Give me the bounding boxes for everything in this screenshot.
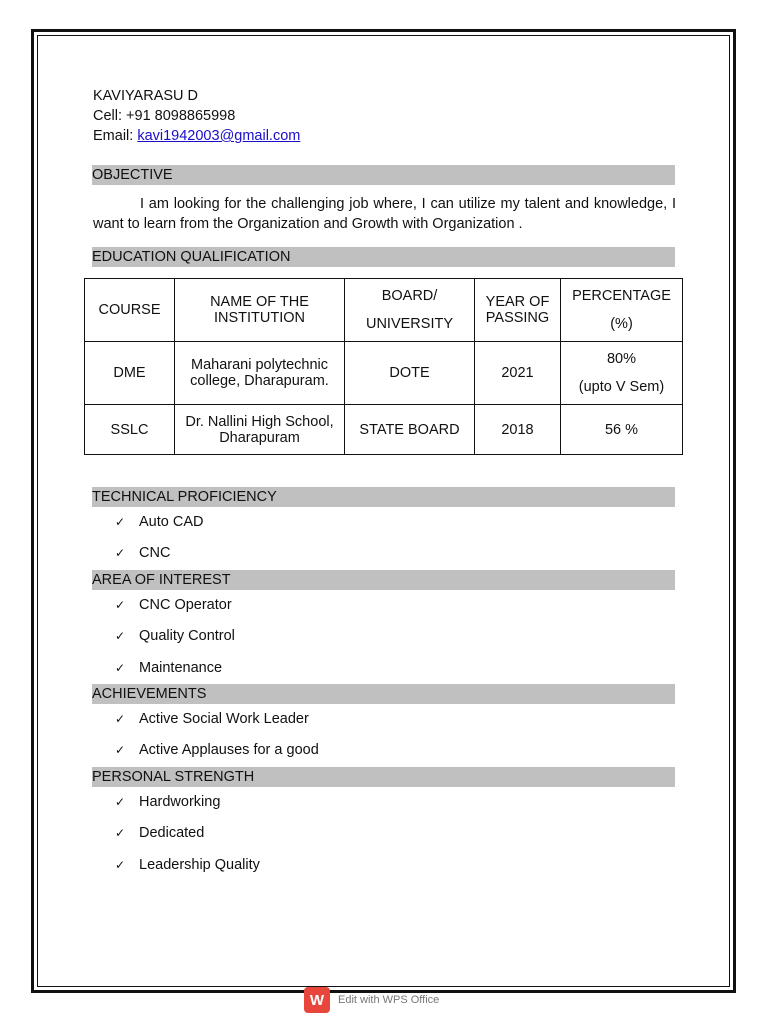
table-header-row: [85, 279, 683, 342]
objective-text: I am looking for the challenging job where, I can utilize my talent and knowledge, I want to learn from the Organization and Growth with Organization .: [93, 196, 676, 232]
table-row: [85, 405, 683, 455]
check-icon: ✓: [115, 794, 126, 809]
list-item-label: CNC: [139, 545, 171, 562]
cell-institution: Dr. Nallini High School, Dharapuram: [175, 405, 345, 455]
list-item-label: CNC Operator: [139, 596, 232, 613]
list-item: [93, 787, 676, 818]
check-icon: ✓: [115, 711, 126, 726]
header-board-line1: BOARD/: [381, 288, 438, 304]
check-icon: ✓: [115, 743, 126, 758]
check-icon: ✓: [115, 857, 126, 872]
check-icon: ✓: [115, 515, 126, 529]
header-course: COURSE: [85, 279, 175, 342]
cell-course: SSLC: [85, 405, 175, 455]
skills-content: [93, 487, 676, 881]
section-title-objective: OBJECTIVE: [92, 165, 675, 185]
list-item: [93, 653, 676, 684]
section-title-technical: TECHNICAL PROFICIENCY: [92, 487, 675, 507]
cell-percentage-line2: (upto V Sem): [578, 379, 665, 395]
list-item-label: Hardworking: [139, 793, 221, 810]
list-item-label: Maintenance: [139, 659, 223, 676]
technical-list: [93, 507, 676, 570]
header-percentage-line2: (%): [610, 316, 633, 332]
check-icon: ✓: [115, 660, 126, 675]
list-item: [93, 538, 676, 569]
wps-footer[interactable]: [304, 987, 439, 1013]
phone-number: Cell: +91 8098865998: [93, 108, 236, 124]
check-icon: ✓: [115, 546, 126, 561]
section-title-achievements: ACHIEVEMENTS: [92, 684, 675, 704]
list-item: [93, 704, 676, 735]
cell-board: DOTE: [345, 342, 475, 405]
achievements-list: [93, 704, 676, 767]
list-item-label: Auto CAD: [139, 514, 204, 530]
list-item-label: Quality Control: [139, 628, 235, 645]
header-board: [345, 279, 475, 342]
header-board-line2: UNIVERSITY: [365, 316, 453, 332]
cell-percentage-line1: 80%: [606, 351, 637, 367]
list-item-label: Dedicated: [139, 825, 205, 842]
cell-course: DME: [85, 342, 175, 405]
section-title-strength: PERSONAL STRENGTH: [92, 767, 675, 787]
wps-footer-text: Edit with WPS Office: [338, 994, 440, 1006]
check-icon: ✓: [115, 826, 126, 841]
email-line: [93, 126, 676, 146]
cell-percentage: 56 %: [561, 405, 683, 455]
header-year: YEAR OF PASSING: [475, 279, 561, 342]
email-label: Email:: [93, 128, 138, 144]
table-row: [85, 342, 683, 405]
contact-block: [93, 86, 676, 146]
list-item-label: Leadership Quality: [139, 856, 260, 873]
header-institution: NAME OF THE INSTITUTION: [175, 279, 345, 342]
cell-year: 2018: [475, 405, 561, 455]
education-table: [84, 278, 683, 455]
cell-percentage: [561, 342, 683, 405]
check-icon: ✓: [115, 629, 126, 644]
list-item: [93, 590, 676, 621]
list-item: [93, 735, 676, 766]
list-item-label: Active Applauses for a good: [139, 742, 319, 759]
section-title-education: EDUCATION QUALIFICATION: [92, 247, 675, 267]
candidate-name: KAVIYARASU D: [93, 88, 199, 104]
cell-year: 2021: [475, 342, 561, 405]
list-item: [93, 850, 676, 881]
wps-logo-icon: W: [304, 987, 330, 1013]
list-item: [93, 507, 676, 538]
email-link[interactable]: kavi1942003@gmail.com: [137, 128, 301, 144]
header-percentage: [561, 279, 683, 342]
resume-content: [93, 86, 676, 267]
strength-list: [93, 787, 676, 881]
interest-list: [93, 590, 676, 684]
list-item: [93, 818, 676, 849]
list-item-label: Active Social Work Leader: [139, 710, 309, 727]
section-title-interest: AREA OF INTEREST: [92, 570, 675, 590]
cell-board: STATE BOARD: [345, 405, 475, 455]
check-icon: ✓: [115, 597, 126, 612]
list-item: [93, 621, 676, 652]
cell-institution: Maharani polytechnic college, Dharapuram.: [175, 342, 345, 405]
header-percentage-line1: PERCENTAGE: [572, 288, 671, 304]
